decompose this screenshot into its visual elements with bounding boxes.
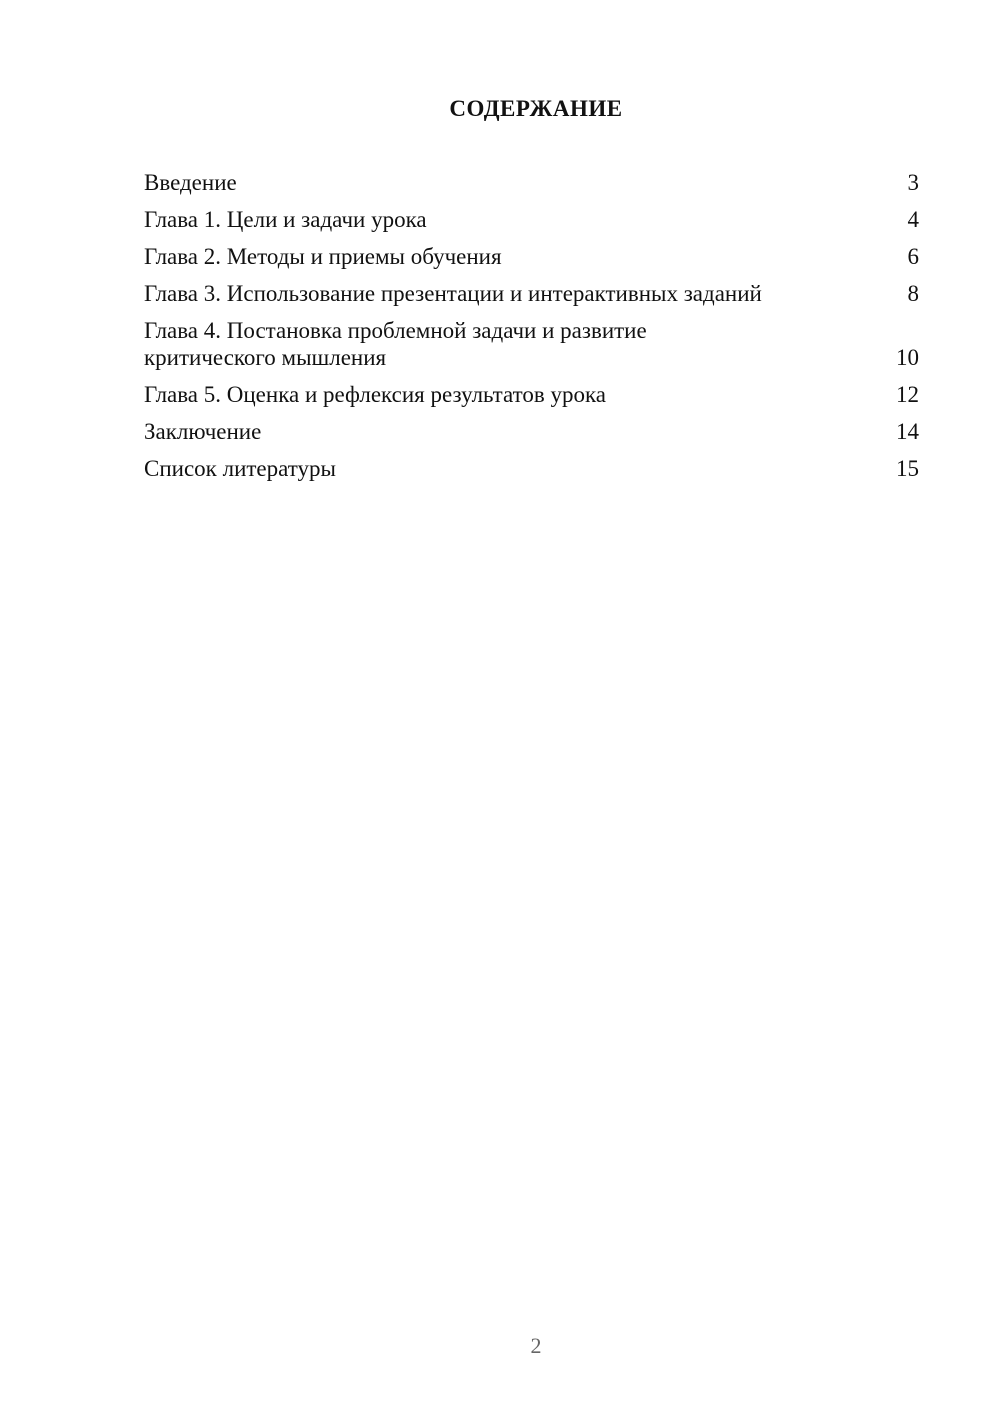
toc-entry-chapter-3 [144,280,919,307]
toc-entry-references [144,455,919,482]
page-number: 2 [530,1333,542,1358]
toc-entry-label: Глава 5. Оценка и рефлексия результатов урока [144,382,607,407]
toc-entry-label: Глава 2. Методы и приемы обучения [144,244,502,269]
toc-entry-chapter-4 [144,317,919,371]
toc-entry-label: Введение [144,170,237,195]
toc-entry-conclusion [144,418,919,445]
toc-entry-chapter-1 [144,206,919,233]
toc-entry-label: Заключение [144,419,262,444]
page-title: СОДЕРЖАНИЕ [449,96,623,121]
toc-entry-introduction [144,169,919,196]
toc-entry-page: 12 [896,382,919,407]
toc-entry-label: Глава 3. Использование презентации и интерактивных заданий [144,281,762,306]
toc-entry-chapter-5 [144,381,919,408]
toc-entry-label: Список литературы [144,456,336,481]
toc-entry-page: 15 [896,456,919,481]
toc-entry-page: 14 [896,419,919,444]
toc-entry-page: 6 [907,244,919,269]
table-of-contents [144,169,919,492]
toc-entry-page: 8 [907,281,919,306]
toc-entry-label: Глава 4. Постановка проблемной задачи и развитие критического мышления [144,318,647,370]
toc-entry-page: 3 [907,170,919,195]
toc-entry-label: Глава 1. Цели и задачи урока [144,207,427,232]
toc-entry-chapter-2 [144,243,919,270]
toc-entry-page: 4 [907,207,919,232]
toc-entry-page: 10 [896,345,919,370]
